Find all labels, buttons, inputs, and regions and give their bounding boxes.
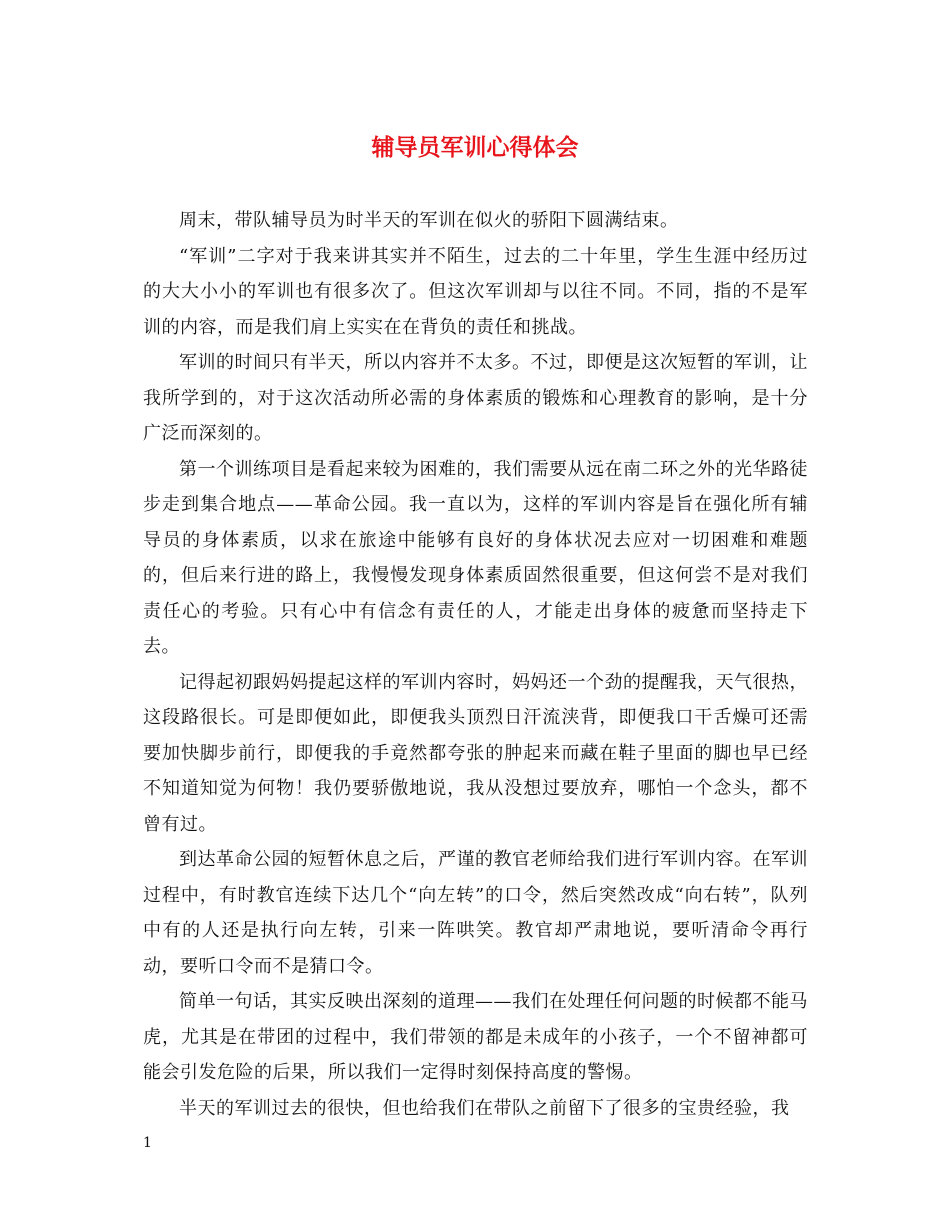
paragraph: 周末，带队辅导员为时半天的军训在似火的骄阳下圆满结束。 [179,210,679,231]
document-title: 辅导员军训心得体会 [371,135,579,161]
paragraph: 记得起初跟妈妈提起这样的军训内容时，妈妈还一个劲的提醒我，天气很热，这段路很长。可是即便如此，即便我头顶烈日汗流浃背，即便我口干舌燥可还需要加快脚步前行，即便我的手竟然都夸张的肿起来而藏在鞋子里面的脚也早已经不知道知觉为何物！我仍要骄傲地说，我从没想过要放弃，哪怕一个念头，都不曾有过。 [143,671,808,835]
paragraph: 半天的军训过去的很快，但也给我们在带队之前留下了很多的宝贵经验，我 [179,1097,790,1119]
paragraph: 军训的时间只有半天，所以内容并不太多。不过，即便是这次短暂的军训，让我所学到的，对于这次活动所必需的身体素质的锻炼和心理教育的影响，是十分广泛而深刻的。 [143,352,808,444]
paragraph: 到达革命公园的短暂休息之后，严谨的教官老师给我们进行军训内容。在军训过程中，有时教官连续下达几个“向左转”的口令，然后突然改成“向右转”，队列中有的人还是执行向左转，引来一阵哄笑。教官却严肃地说，要听清命令再行动，要听口令而不是猜口令。 [143,849,808,977]
paragraph: “军训”二字对于我来讲其实并不陌生，过去的二十年里，学生生涯中经历过的大大小小的军训也有很多次了。但这次军训却与以往不同。不同，指的不是军训的内容，而是我们肩上实实在在背负的责任和挑战。 [143,245,808,338]
page-number: 1 [143,1135,152,1151]
paragraph: 第一个训练项目是看起来较为困难的，我们需要从远在南二环之外的光华路徒步走到集合地点——革命公园。我一直以为，这样的军训内容是旨在强化所有辅导员的身体素质，以求在旅途中能够有良好的身体状况去应对一切困难和难题的，但后来行进的路上，我慢慢发现身体素质固然很重要，但这何尝不是对我们责任心的考验。只有心中有信念有责任的人，才能走出身体的疲惫而坚持走下去。 [143,458,808,657]
paragraph: 简单一句话，其实反映出深刻的道理——我们在处理任何问题的时候都不能马虎，尤其是在带团的过程中，我们带领的都是未成年的小孩子，一个不留神都可能会引发危险的后果，所以我们一定得时刻保持高度的警惕。 [143,991,808,1083]
document-body [143,203,808,1126]
